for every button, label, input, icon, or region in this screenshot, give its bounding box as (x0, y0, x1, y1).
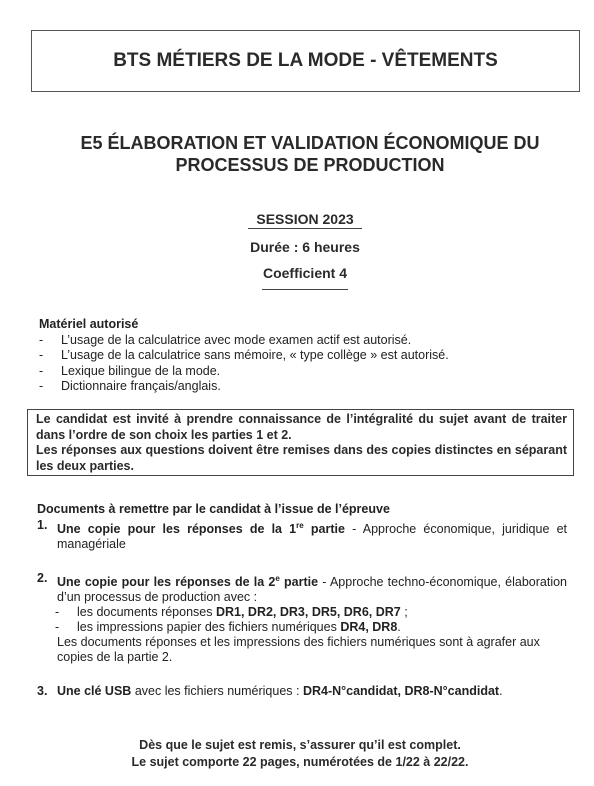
session-block (200, 206, 410, 290)
materials-item: - Lexique bilingue de la mode. (39, 363, 221, 378)
candidate-notice-box (27, 409, 574, 476)
session-rule-top (248, 228, 362, 229)
documents-item-2-sub-1: - les documents réponses DR1, DR2, DR3, DR5, DR6, DR7 ; (55, 605, 408, 620)
documents-to-submit (37, 502, 567, 699)
documents-item-2-sub-2: - les impressions papier des fichiers numériques DR4, DR8. (55, 620, 401, 635)
notice-line-1: Le candidat est invité à prendre connaissance de l’intégralité du sujet avant de traiter dans l’ordre de son choix les parties 1 et 2. (36, 412, 567, 442)
footer-line-2: Le sujet comporte 22 pages, numérotées de 1/22 à 22/22. (131, 755, 469, 769)
authorized-materials (39, 317, 559, 395)
documents-item-1: 1. Une copie pour les réponses de la 1re partie - Approche économique, juridique et managériale (37, 518, 568, 552)
materials-item: - L’usage de la calculatrice sans mémoire, « type collège » est autorisé. (39, 348, 449, 362)
duration-label: Durée : 6 heures (250, 239, 360, 255)
documents-item-2-tail: Les documents réponses et les impressions des fichiers numériques sont à agrafer aux copies de la partie 2. (57, 635, 540, 665)
subject-title-line-1: E5 ÉLABORATION ET VALIDATION ÉCONOMIQUE DU (80, 133, 540, 153)
materials-item: - Dictionnaire français/anglais. (39, 379, 221, 393)
session-rule-bottom (262, 289, 348, 290)
exam-title: BTS MÉTIERS DE LA MODE - VÊTEMENTS (113, 50, 498, 71)
session-label: SESSION 2023 (256, 211, 354, 227)
materials-heading: Matériel autorisé (39, 317, 139, 331)
documents-item-3: 3. Une clé USB avec les fichiers numériques : DR4-N°candidat, DR8-N°candidat. (37, 684, 503, 699)
notice-line-2: Les réponses aux questions doivent être remises dans des copies distinctes en séparant les deux parties. (36, 443, 567, 473)
footer-note (60, 737, 540, 771)
subject-title (40, 132, 580, 176)
exam-title-box (31, 30, 580, 92)
documents-heading: Documents à remettre par le candidat à l’issue de l’épreuve (37, 502, 390, 516)
footer-line-1: Dès que le sujet est remis, s’assurer qu’il est complet. (139, 738, 461, 752)
coefficient-label: Coefficient 4 (262, 265, 347, 281)
documents-item-2: 2. Une copie pour les réponses de la 2e partie - Approche techno-économique, élaboration d’un processus de production avec : (37, 571, 568, 605)
subject-title-line-2: PROCESSUS DE PRODUCTION (175, 155, 445, 175)
materials-item: - L’usage de la calculatrice avec mode examen actif est autorisé. (39, 332, 412, 347)
